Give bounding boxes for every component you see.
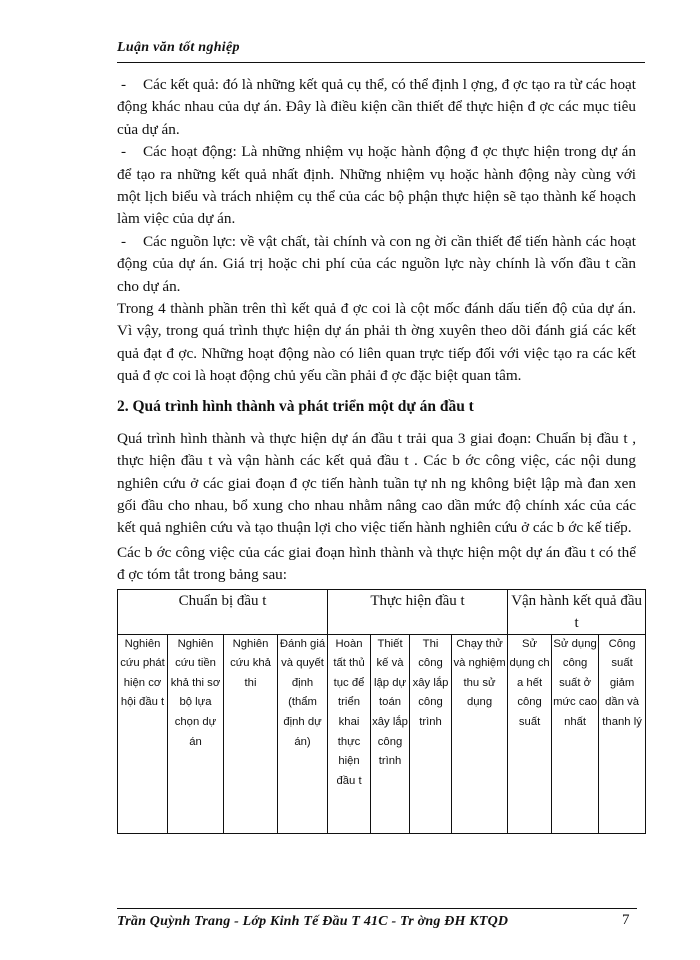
bullet-resources [117, 231, 636, 298]
investment-stages-table [117, 589, 646, 834]
bullet-activities-text: Các hoạt động: Là những nhiệm vụ hoặc hành động đ ợc thực hiện trong dự án để tạo ra những kết quả nhất định. Những nhiệm vụ hoặc hành động này cùng với một lịch biểu và trách nhiệm cụ thể của các bộ phận thực hiện sẽ tạo thành kế hoạch làm việc của dự án. [117, 143, 636, 228]
page-content [117, 74, 642, 834]
bullet-results [117, 74, 636, 141]
group-header-operation: Vận hành kết quả đầu t [508, 589, 646, 634]
footer-rule [117, 908, 637, 909]
table-cell: Thi công xây lắp công trình [410, 634, 452, 833]
table-cell: Hoàn tất thủ tục để triển khai thực hiện đầu t [328, 634, 371, 833]
paragraph-milestones: Trong 4 thành phần trên thì kết quả đ ợc coi là cột mốc đánh dấu tiến độ của dự án. Vì vậy, trong quá trình thực hiện dự án phải th ờng xuyên theo dõi đánh giá các kết quả đạt đ ợc. Những hoạt động nào có liên quan trực tiếp đối với việc tạo ra các kết quả đ ợc coi là hoạt động chủ yếu cần phải đ ợc đặc biệt quan tâm. [117, 300, 636, 385]
table-cell: Thiết kế và lập dự toán xây lắp công trình [371, 634, 410, 833]
group-header-implementation: Thực hiện đầu t [328, 589, 508, 634]
bullet-dash: - [121, 76, 127, 93]
table-cell: Chạy thử và nghiệm thu sử dụng [452, 634, 508, 833]
table-header-row [118, 589, 646, 634]
group-header-preparation: Chuẩn bị đầu t [118, 589, 328, 634]
table-cell: Nghiên cứu khả thi [224, 634, 278, 833]
bullet-dash: - [121, 143, 127, 161]
footer-author-text: Trần Quỳnh Trang - Lớp Kinh Tế Đầu T 41C - Tr ờng ĐH KTQD [117, 914, 509, 929]
paragraph-process: Quá trình hình thành và thực hiện dự án đầu t trải qua 3 giai đoạn: Chuẩn bị đầu t , thực hiện đầu t và vận hành các kết quả đầu t . Các b ớc công việc, các nội dung nghiên cứu ở các giai đoạn đ ợc tiến hành tuần tự nh ng không biệt lập mà đan xen gối đầu cho nhau, bổ xung cho nhau nhằm nâng cao dần mức độ chính xác của các kết quả nghiên cứu và tạo thuận lợi cho việc tiến hành nghiên cứu ở các b ớc kế tiếp. [117, 429, 636, 537]
section-heading: 2. Quá trình hình thành và phát triển một dự án đầu t [117, 397, 474, 415]
table-cell: Đánh giá và quyết định (thẩm định dự án) [278, 634, 328, 833]
table-cell: Sử dụng ch a hết công suất [508, 634, 552, 833]
header-rule [117, 62, 645, 63]
page-number: 7 [622, 912, 630, 928]
bullet-activities [117, 141, 636, 231]
table-cell: Nghiên cứu tiền khả thi sơ bộ lựa chọn dự án [168, 634, 224, 833]
bullet-dash: - [121, 232, 127, 250]
bullet-results-text: Các kết quả: đó là những kết quả cụ thể, có thể định l ợng, đ ợc tạo ra từ các hoạt động khác nhau của dự án. Đây là điều kiện cần thiết để thực hiện đ ợc các mục tiêu của dự án. [117, 76, 636, 138]
table-cell: Công suất giảm dần và thanh lý [599, 634, 646, 833]
paragraph-table-intro: Các b ớc công việc của các giai đoạn hình thành và thực hiện một dự án đầu t có thể đ ợc tóm tắt trong bảng sau: [117, 543, 636, 584]
table-row [118, 634, 646, 833]
table-cell: Nghiên cứu phát hiện cơ hội đầu t [118, 634, 168, 833]
table-cell: Sử dụng công suất ở mức cao nhất [552, 634, 599, 833]
bullet-resources-text: Các nguồn lực: về vật chất, tài chính và con ng ời cần thiết để tiến hành các hoạt động của dự án. Giá trị hoặc chi phí của các nguồn lực này chính là vốn đầu t cần cho dự án. [117, 232, 636, 295]
page-header-title: Luận văn tốt nghiệp [117, 40, 240, 55]
